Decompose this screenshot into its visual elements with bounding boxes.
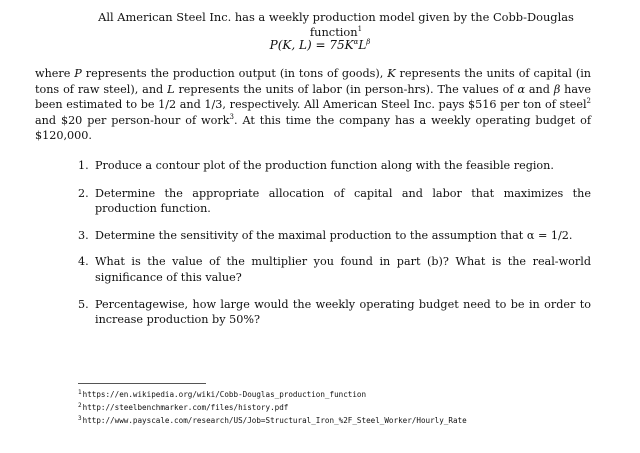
question-number: 1. <box>78 159 89 172</box>
variable-l: L <box>167 82 175 96</box>
footnote-link[interactable]: http://steelbenchmarker.com/files/history.pdf <box>82 403 289 412</box>
description-paragraph <box>35 66 591 144</box>
variable-beta: β <box>553 82 561 96</box>
footnote-item <box>78 401 598 414</box>
paragraph-text: and <box>525 82 554 96</box>
question-text: Determine the sensitivity of the maximal production to the assumption that α = 1/2. <box>95 228 573 242</box>
variable-p: P <box>74 67 82 80</box>
question-number: 2. <box>78 186 89 200</box>
question-item <box>78 254 591 285</box>
question-text: Determine the appropriate allocation of capital and labor that maximizes the production function. <box>95 186 591 216</box>
question-number: 3. <box>78 228 89 242</box>
footnote-link[interactable]: https://en.wikipedia.org/wiki/Cobb-Douglas_production_function <box>82 390 367 399</box>
formula-l: L <box>358 38 367 52</box>
formula-equals: = <box>315 38 326 52</box>
formula-exponent-alpha: α <box>353 38 359 46</box>
cobb-douglas-formula <box>0 38 640 52</box>
footnotes <box>78 388 598 427</box>
paragraph-text: represents the units of labor (in person-hrs). The values of <box>174 82 518 96</box>
paragraph-text: represents the production output (in tons of goods), <box>81 67 388 80</box>
footnote-item <box>78 414 598 427</box>
footnote-divider <box>78 383 206 384</box>
footnote-mark-1: 1 <box>357 25 363 33</box>
paragraph-text: represents the units of capital (in tons of raw steel), and <box>35 67 591 96</box>
footnote-number: 3 <box>78 415 82 422</box>
question-number: 4. <box>78 255 89 269</box>
question-text: Produce a contour plot of the production function along with the feasible region. <box>95 159 554 172</box>
paragraph-text: and $20 per person-hour of work <box>35 113 230 127</box>
formula-rhs: 75K <box>329 38 354 52</box>
question-text: Percentagewise, how large would the weekly operating budget need to be in order to increase production by 50%? <box>95 297 591 327</box>
footnote-number: 2 <box>78 402 82 409</box>
intro-sentence <box>76 10 596 40</box>
question-list <box>78 158 591 328</box>
formula-lhs: P(K, L) <box>269 38 312 52</box>
formula-exponent-beta: β <box>366 38 371 46</box>
variable-k: K <box>387 67 396 80</box>
footnote-mark-3: 3 <box>229 112 234 121</box>
intro-text: All American Steel Inc. has a weekly production model given by the Cobb-Douglas function <box>98 10 574 39</box>
footnote-item <box>78 388 598 401</box>
question-item <box>78 158 591 174</box>
paragraph-text: where <box>35 67 75 80</box>
footnote-number: 1 <box>78 389 82 396</box>
variable-alpha: α <box>517 82 525 96</box>
question-number: 5. <box>78 297 89 311</box>
paragraph-text: . At this time the company has a weekly operating budget of $120,000. <box>35 113 592 143</box>
question-item <box>78 297 591 328</box>
footnote-link[interactable]: http://www.payscale.com/research/US/Job=Structural_Iron_%2F_Steel_Worker/Hourly_Rate <box>82 416 467 425</box>
paragraph-text: have been estimated to be 1/2 and 1/3, respectively. All American Steel Inc. pays $516 per ton of steel <box>35 82 592 112</box>
question-text: What is the value of the multiplier you found in part (b)? What is the real-world significance of this value? <box>95 255 591 284</box>
question-item <box>78 186 591 217</box>
footnote-mark-2: 2 <box>586 97 591 106</box>
question-item <box>78 228 591 244</box>
